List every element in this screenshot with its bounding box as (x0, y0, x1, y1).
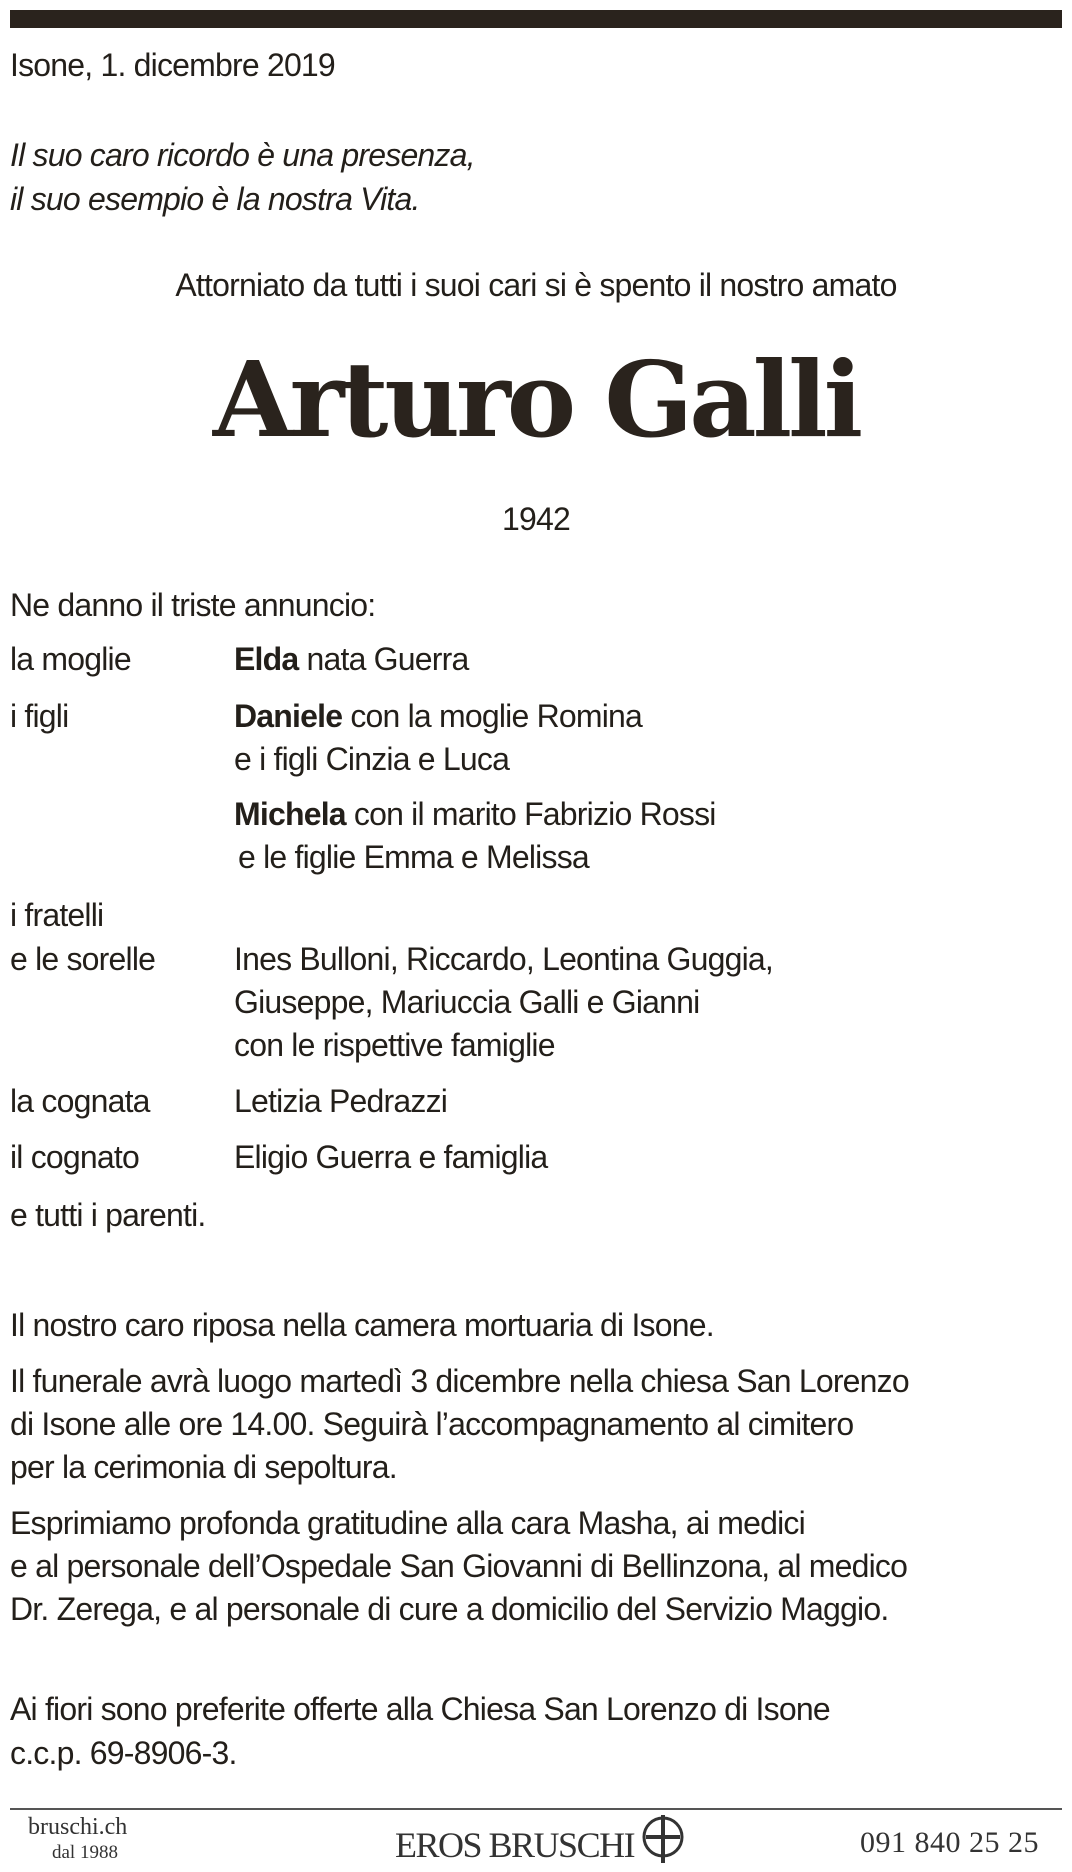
child2-name: Michela (234, 796, 346, 832)
wife-rest: nata Guerra (298, 641, 469, 677)
brother-in-law-name: Eligio Guerra e famiglia (234, 1139, 548, 1175)
funeral-line-3: per la cerimonia di sepoltura. (10, 1449, 397, 1485)
child2-rest: con il marito Fabrizio Rossi (345, 796, 716, 832)
siblings-line-1: Ines Bulloni, Riccardo, Leontina Guggia, (234, 941, 774, 977)
relation-siblings-1: i fratelli (10, 897, 104, 933)
thanks-line-1: Esprimiamo profonda gratitudine alla cara Masha, ai medici (10, 1505, 805, 1541)
thanks-line-3: Dr. Zerega, e al personale di cure a domicilio del Servizio Maggio. (10, 1591, 889, 1627)
child2-entry (234, 795, 716, 833)
child1-name: Daniele (234, 698, 343, 734)
siblings-line-3: con le rispettive famiglie (234, 1027, 555, 1063)
rest-place-text: Il nostro caro riposa nella camera mortuaria di Isone. (10, 1307, 714, 1343)
funeral-line-2: di Isone alle ore 14.00. Seguirà l’accompagnamento al cimitero (10, 1406, 854, 1442)
top-rule (10, 10, 1062, 28)
child1-rest: con la moglie Romina (342, 698, 643, 734)
footer-brand: EROS BRUSCHI (395, 1825, 635, 1865)
cross-logo-icon (640, 1813, 686, 1865)
quote-line-2: il suo esempio è la nostra Vita. (10, 181, 420, 217)
sister-in-law-name: Letizia Pedrazzi (234, 1083, 448, 1119)
other-relatives: e tutti i parenti. (10, 1197, 206, 1233)
relation-wife: la moglie (10, 641, 131, 677)
footer-since: dal 1988 (52, 1842, 118, 1863)
wife-entry (234, 640, 468, 678)
footer-website: bruschi.ch (28, 1814, 128, 1840)
quote-line-1: Il suo caro ricordo è una presenza, (10, 137, 475, 173)
wife-name: Elda (234, 641, 299, 677)
footer-phone: 091 840 25 25 (860, 1826, 1039, 1859)
flowers-line-1: Ai fiori sono preferite offerte alla Chiesa San Lorenzo di Isone (10, 1691, 830, 1727)
funeral-line-1: Il funerale avrà luogo martedì 3 dicembre nella chiesa San Lorenzo (10, 1363, 909, 1399)
child1-line2: e i figli Cinzia e Luca (234, 741, 510, 777)
announcement-heading: Ne danno il triste annuncio: (10, 587, 376, 623)
siblings-line-2: Giuseppe, Mariuccia Galli e Gianni (234, 984, 700, 1020)
relation-siblings-2: e le sorelle (10, 941, 156, 977)
relation-sister-in-law: la cognata (10, 1083, 150, 1119)
intro-text: Attorniato da tutti i suoi cari si è spento il nostro amato (175, 267, 897, 303)
relation-brother-in-law: il cognato (10, 1139, 139, 1175)
thanks-line-2: e al personale dell’Ospedale San Giovanni di Bellinzona, al medico (10, 1548, 908, 1584)
flowers-line-2: c.c.p. 69-8906-3. (10, 1735, 237, 1771)
relation-children: i figli (10, 698, 69, 734)
deceased-name: Arturo Galli (212, 338, 860, 461)
child2-line2: e le figlie Emma e Melissa (238, 839, 589, 875)
footer-rule (10, 1808, 1062, 1810)
birth-year: 1942 (502, 501, 570, 537)
child1-entry (234, 697, 642, 735)
place-date: Isone, 1. dicembre 2019 (10, 47, 335, 83)
